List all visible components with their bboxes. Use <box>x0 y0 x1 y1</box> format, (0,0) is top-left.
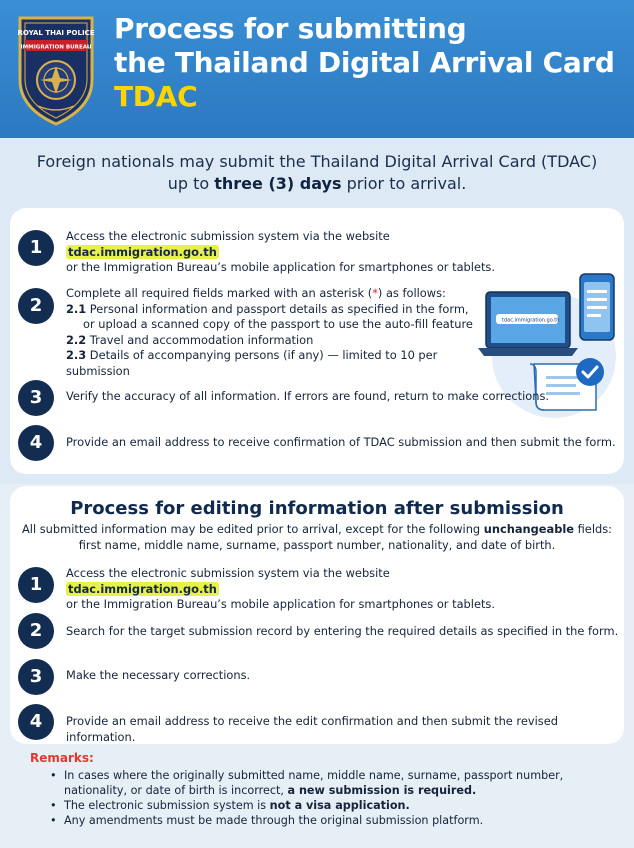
submit-step-1-url[interactable]: tdac.immigration.go.th <box>68 244 217 259</box>
submit-step-1-number: 1 <box>18 230 54 266</box>
sub-item-2-3 <box>66 348 486 379</box>
remark-2-text-a: The electronic submission system is <box>64 799 270 812</box>
submit-step-2-text-a: Complete all required fields marked with an asterisk ( <box>66 286 373 300</box>
edit-step-2-number: 2 <box>18 613 54 649</box>
submit-step-1-text-a: Access the electronic submission system via the website <box>66 229 390 243</box>
intro-line-2 <box>0 173 634 195</box>
editing-section-title: Process for editing information after submission <box>70 498 564 519</box>
edit-step-1-number: 1 <box>18 567 54 603</box>
laptop-url-text: tdac.immigration.go.th <box>502 317 560 324</box>
remarks-title: Remarks: <box>30 751 94 765</box>
remarks-list <box>64 768 620 828</box>
edit-step-1-url[interactable]: tdac.immigration.go.th <box>68 581 217 596</box>
title-line-2: the Thailand Digital Arrival Card <box>114 46 615 79</box>
editing-desc-c: first name, middle name, surname, passport number, nationality, and date of birth. <box>78 538 556 552</box>
sub-item-2-1-text: Personal information and passport details as specified in the form, <box>86 301 469 316</box>
header-banner <box>0 0 634 138</box>
title-line-1: Process for submitting <box>114 12 467 45</box>
editing-desc-a: All submitted information may be edited prior to arrival, except for the following <box>22 522 484 536</box>
submit-step-4-text: Provide an email address to receive confirmation of TDAC submission and then submit the form. <box>66 435 616 449</box>
sub-item-2-2-num: 2.2 <box>66 332 87 347</box>
remark-item-2 <box>64 798 620 813</box>
submit-step-4-number: 4 <box>18 425 54 461</box>
submit-step-1-text <box>66 229 546 276</box>
asterisk-mark: * <box>372 286 378 300</box>
remark-item-3 <box>64 813 620 828</box>
intro-days: three (3) days <box>214 174 342 193</box>
edit-step-3-number: 3 <box>18 659 54 695</box>
edit-step-4-number: 4 <box>18 704 54 740</box>
sub-item-2-2 <box>66 333 486 349</box>
remark-1-text-b: nationality, or date of birth is incorrect, <box>64 784 288 797</box>
sub-item-2-1-num: 2.1 <box>66 301 87 316</box>
remark-1-text-a: In cases where the originally submitted name, middle name, surname, passport number, <box>64 769 564 782</box>
edit-step-1-text-a: Access the electronic submission system via the website <box>66 566 390 580</box>
edit-step-3-text: Make the necessary corrections. <box>66 668 251 682</box>
edit-step-1-text-b: or the Immigration Bureau’s mobile application for smartphones or tablets. <box>66 597 495 611</box>
intro-text <box>0 151 634 195</box>
intro-line-2-suffix: prior to arrival. <box>341 174 467 193</box>
police-badge-icon <box>12 10 100 128</box>
badge-band-text: IMMIGRATION BUREAU <box>20 44 92 51</box>
edit-step-4-text: Provide an email address to receive the edit confirmation and then submit the revised information. <box>66 714 558 744</box>
title-line-3: TDAC <box>114 80 198 113</box>
edit-step-2-text: Search for the target submission record by entering the required details as specified in the form. <box>66 624 619 638</box>
submit-step-2-number: 2 <box>18 288 54 324</box>
sub-item-2-1-cont: or upload a scanned copy of the passport to use the auto-fill feature <box>83 317 473 331</box>
sub-item-2-3-text: Details of accompanying persons (if any) — limited to 10 per submission <box>66 348 438 378</box>
editing-desc-b: fields: <box>574 522 612 536</box>
intro-line-1: Foreign nationals may submit the Thailand Digital Arrival Card (TDAC) <box>36 152 598 171</box>
sub-item-2-3-num: 2.3 <box>66 348 87 362</box>
sub-item-2-2-text: Travel and accommodation information <box>86 332 314 347</box>
intro-line-2-prefix: up to <box>167 174 215 193</box>
editing-section-description <box>18 521 616 553</box>
submit-step-3-text: Verify the accuracy of all information. If errors are found, return to make corrections. <box>66 389 550 403</box>
submit-step-1-text-b: or the Immigration Bureau’s mobile application for smartphones or tablets. <box>66 260 495 274</box>
edit-step-1-text <box>66 566 546 613</box>
badge-top-text: ROYAL THAI POLICE <box>17 29 95 37</box>
remark-2-bold: not a visa application. <box>269 799 410 812</box>
editing-desc-bold: unchangeable <box>483 522 575 536</box>
submit-step-2-text <box>66 286 486 379</box>
remark-3-text: Any amendments must be made through the original submission platform. <box>64 814 484 827</box>
submit-step-2-text-b: ) as follows: <box>377 286 446 300</box>
sub-item-2-1 <box>66 302 486 318</box>
submit-step-3-number: 3 <box>18 380 54 416</box>
page-title <box>114 12 615 114</box>
remark-item-1 <box>64 768 620 798</box>
remark-1-bold: a new submission is required. <box>287 784 477 797</box>
